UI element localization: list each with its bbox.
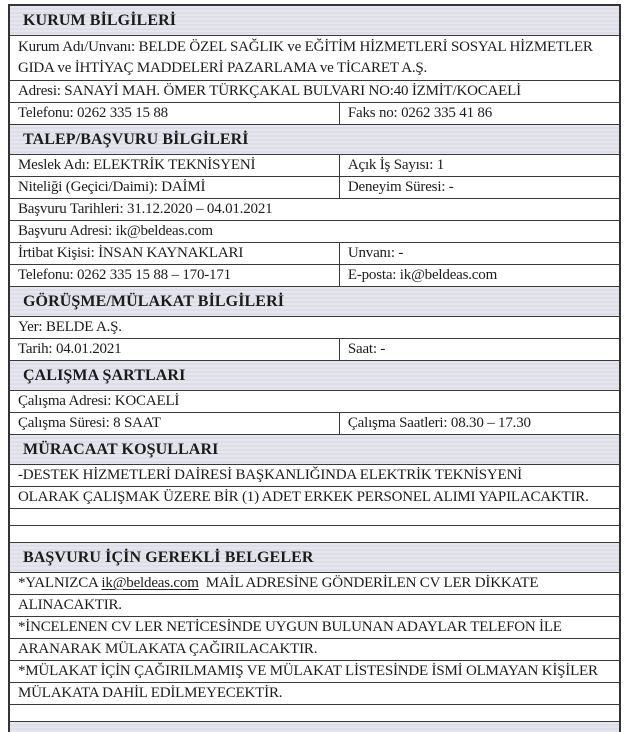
cell-niteligi [10, 177, 340, 198]
empty-row [10, 508, 619, 525]
field-unvani: Unvanı: - [347, 245, 404, 261]
field-meslek-adi: Meslek Adı: ELEKTRİK TEKNİSYENİ [18, 157, 256, 173]
row-belgeler-line-3 [10, 616, 619, 638]
section-header-kurum-bilgileri [10, 6, 619, 35]
section-header-gorusme-mulakat [10, 286, 619, 316]
row-niteligi-deneyim [10, 176, 619, 198]
cell-telefonu [10, 103, 340, 124]
cell-tarih [10, 339, 340, 360]
cell-deneyim-suresi [340, 177, 619, 198]
field-saat: Saat: - [347, 341, 386, 357]
section-header-muracaat-kosullari [10, 434, 619, 464]
row-muracaat-line-1 [10, 464, 619, 486]
field-belgeler-line-6: MÜLAKATA DAHİL EDİLMEYECEKTİR. [18, 685, 283, 701]
row-telefonu-faks [10, 102, 619, 124]
cell-eposta [340, 265, 619, 286]
cell-calisma-saatleri [340, 413, 619, 434]
row-kurum-adi-unvani [10, 35, 619, 80]
field-irtibat-telefonu: Telefonu: 0262 335 15 88 – 170-171 [18, 267, 231, 283]
section-header-calisma-sartlari [10, 360, 619, 390]
row-belgeler-line-1 [10, 572, 619, 594]
section-title: BAŞVURU İÇİN GEREKLİ BELGELER [23, 548, 314, 566]
section-header-gerekli-belgeler [10, 542, 619, 572]
row-basvuru-tarihleri [10, 198, 619, 220]
field-calisma-adresi: Çalışma Adresi: KOCAELİ [18, 393, 180, 409]
field-calisma-suresi: Çalışma Süresi: 8 SAAT [18, 415, 161, 431]
empty-row [10, 525, 619, 542]
row-belgeler-line-4 [10, 638, 619, 660]
field-tarih: Tarih: 04.01.2021 [18, 341, 122, 357]
row-muracaat-line-2 [10, 486, 619, 508]
field-telefonu: Telefonu: 0262 335 15 88 [18, 105, 168, 121]
field-niteligi: Niteliği (Geçici/Daimi): DAİMİ [18, 179, 206, 195]
row-belgeler-line-6 [10, 682, 619, 704]
field-acik-is-sayisi: Açık İş Sayısı: 1 [347, 157, 445, 173]
field-belgeler-line-2: ALINACAKTIR. [18, 597, 122, 613]
cell-irtibat-telefonu [10, 265, 340, 286]
cell-unvani [340, 243, 619, 264]
section-title: TALEP/BAŞVURU BİLGİLERİ [23, 130, 249, 148]
cell-faks-no [340, 103, 619, 124]
field-basvuru-adresi: Başvuru Adresi: ik@beldeas.com [18, 223, 213, 239]
section-title: GÖRÜŞME/MÜLAKAT BİLGİLERİ [23, 292, 285, 310]
field-yer: Yer: BELDE A.Ş. [18, 319, 122, 335]
row-tarih-saat [10, 338, 619, 360]
section-header-partial-bottom [10, 721, 619, 732]
field-belgeler-line-1 [10, 573, 619, 594]
row-meslek-acik-is [10, 154, 619, 176]
section-title: KURUM BİLGİLERİ [23, 11, 177, 29]
belgeler-line-1-prefix: *YALNIZCA [18, 575, 102, 591]
row-adresi [10, 80, 619, 102]
field-belgeler-line-3: *İNCELENEN CV LER NETİCESİNDE UYGUN BULUNAN ADAYLAR TELEFON İLE [18, 619, 562, 635]
row-calisma-suresi-saatleri [10, 412, 619, 434]
empty-row [10, 704, 619, 721]
belgeler-line-1-suffix: MAİL ADRESİNE GÖNDERİLEN CV LER DİKKATE [198, 575, 539, 591]
field-kurum-adi-unvani: Kurum Adı/Unvanı: BELDE ÖZEL SAĞLIK ve EĞİTİM HİZMETLERİ SOSYAL HİZMETLER GIDA ve İHTİYAÇ MADDELERİ PAZARLAMA ve TİCARET A.Ş. [18, 39, 597, 76]
field-eposta: E-posta: ik@beldeas.com [347, 267, 498, 283]
field-calisma-saatleri: Çalışma Saatleri: 08.30 – 17.30 [347, 415, 531, 431]
row-belgeler-line-5 [10, 660, 619, 682]
row-calisma-adresi [10, 390, 619, 412]
field-basvuru-tarihleri: Başvuru Tarihleri: 31.12.2020 – 04.01.2021 [18, 201, 273, 217]
cell-calisma-suresi [10, 413, 340, 434]
field-muracaat-line-2: OLARAK ÇALIŞMAK ÜZERE BİR (1) ADET ERKEK PERSONEL ALIMI YAPILACAKTIR. [18, 489, 589, 505]
field-irtibat-kisisi: İrtibat Kişisi: İNSAN KAYNAKLARI [18, 245, 244, 261]
field-muracaat-line-1: -DESTEK HİZMETLERİ DAİRESİ BAŞKANLIĞINDA ELEKTRİK TEKNİSYENİ [18, 467, 522, 483]
row-irtibat-unvani [10, 242, 619, 264]
cell-saat [340, 339, 619, 360]
cell-irtibat-kisisi [10, 243, 340, 264]
row-belgeler-line-2 [10, 594, 619, 616]
field-faks-no: Faks no: 0262 335 41 86 [347, 105, 493, 121]
row-basvuru-adresi [10, 220, 619, 242]
row-yer [10, 316, 619, 338]
job-posting-document [8, 4, 621, 732]
cell-acik-is-sayisi [340, 155, 619, 176]
field-deneyim-suresi: Deneyim Süresi: - [347, 179, 454, 195]
field-belgeler-line-5: *MÜLAKAT İÇİN ÇAĞIRILMAMIŞ VE MÜLAKAT LİSTESİNDE İSMİ OLMAYAN KİŞİLER [18, 663, 598, 679]
row-telefonu-eposta [10, 264, 619, 286]
field-belgeler-line-4: ARANARAK MÜLAKATA ÇAĞIRILACAKTIR. [18, 641, 318, 657]
email-link: ik@beldeas.com [101, 575, 199, 591]
field-adresi: Adresi: SANAYİ MAH. ÖMER TÜRKÇAKAL BULVARI NO:40 İZMİT/KOCAELİ [18, 83, 521, 99]
section-title: ÇALIŞMA ŞARTLARI [23, 366, 186, 384]
section-header-talep-basvuru [10, 124, 619, 154]
section-title: MÜRACAAT KOŞULLARI [23, 440, 219, 458]
cell-meslek-adi [10, 155, 340, 176]
